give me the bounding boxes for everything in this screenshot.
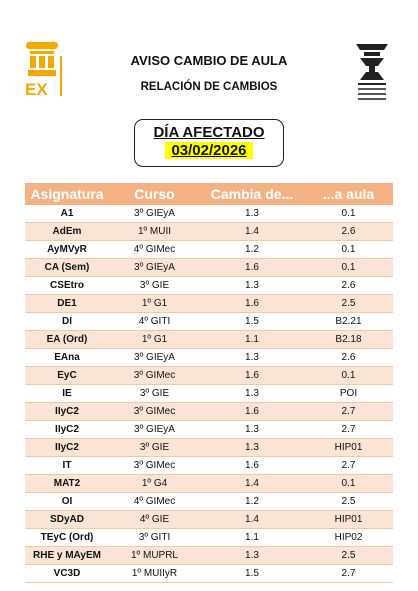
from-room-cell: 1.6 <box>200 367 304 385</box>
header-from-room: Cambia de... <box>200 183 304 205</box>
course-cell: 4º GIMec <box>109 241 200 259</box>
course-cell: 4º GITI <box>109 313 200 331</box>
subject-cell: SDyAD <box>25 511 109 529</box>
to-room-cell: 2.5 <box>304 493 393 511</box>
from-room-cell: 1.3 <box>200 205 304 223</box>
to-room-cell: HIP01 <box>304 511 393 529</box>
subject-cell: DI <box>25 313 109 331</box>
course-cell: 3º GIMec <box>109 367 200 385</box>
table-row <box>25 529 393 547</box>
subject-cell: EAna <box>25 349 109 367</box>
table-row <box>25 493 393 511</box>
to-room-cell: 2.7 <box>304 421 393 439</box>
table-row <box>25 313 393 331</box>
course-cell: 3º GIE <box>109 385 200 403</box>
to-room-cell: 2.6 <box>304 349 393 367</box>
header-to-room: ...a aula <box>304 183 393 205</box>
to-room-cell: 2.6 <box>304 277 393 295</box>
table-row <box>25 241 393 259</box>
to-room-cell: POI <box>304 385 393 403</box>
from-room-cell: 1.4 <box>200 223 304 241</box>
table-row <box>25 367 393 385</box>
to-room-cell: 2.7 <box>304 403 393 421</box>
course-cell: 3º GITI <box>109 529 200 547</box>
course-cell: 3º GIMec <box>109 403 200 421</box>
from-room-cell: 1.2 <box>200 241 304 259</box>
from-room-cell: 1.5 <box>200 565 304 583</box>
course-cell: 3º GIEyA <box>109 421 200 439</box>
room-changes-table <box>25 183 393 583</box>
subject-cell: A1 <box>25 205 109 223</box>
table-row <box>25 205 393 223</box>
from-room-cell: 1.6 <box>200 403 304 421</box>
from-room-cell: 1.3 <box>200 439 304 457</box>
course-cell: 4º GIMec <box>109 493 200 511</box>
course-cell: 4º GIE <box>109 511 200 529</box>
course-cell: 1º G1 <box>109 331 200 349</box>
subject-cell: IIyC2 <box>25 421 109 439</box>
course-cell: 3º GIE <box>109 439 200 457</box>
affected-day-box <box>134 119 284 167</box>
subject-cell: AyMVyR <box>25 241 109 259</box>
from-room-cell: 1.3 <box>200 385 304 403</box>
table-row <box>25 403 393 421</box>
subject-cell: IIyC2 <box>25 403 109 421</box>
table-row <box>25 331 393 349</box>
subject-cell: TEyC (Ord) <box>25 529 109 547</box>
table-row <box>25 547 393 565</box>
from-room-cell: 1.3 <box>200 277 304 295</box>
from-room-cell: 1.6 <box>200 295 304 313</box>
header-subject: Asignatura <box>25 183 109 205</box>
table-row <box>25 223 393 241</box>
from-room-cell: 1.6 <box>200 457 304 475</box>
to-room-cell: 0.1 <box>304 475 393 493</box>
to-room-cell: B2.18 <box>304 331 393 349</box>
to-room-cell: 2.5 <box>304 547 393 565</box>
from-room-cell: 1.4 <box>200 475 304 493</box>
to-room-cell: 0.1 <box>304 259 393 277</box>
to-room-cell: 0.1 <box>304 241 393 259</box>
table-row <box>25 457 393 475</box>
from-room-cell: 1.3 <box>200 349 304 367</box>
to-room-cell: 2.6 <box>304 223 393 241</box>
subject-cell: CSEtro <box>25 277 109 295</box>
from-room-cell: 1.5 <box>200 313 304 331</box>
subject-cell: RHE y MAyEM <box>25 547 109 565</box>
to-room-cell: HIP02 <box>304 529 393 547</box>
subject-cell: VC3D <box>25 565 109 583</box>
table-header-row <box>25 183 393 205</box>
course-cell: 3º GIEyA <box>109 349 200 367</box>
course-cell: 3º GIEyA <box>109 205 200 223</box>
from-room-cell: 1.6 <box>200 259 304 277</box>
subject-cell: IIyC2 <box>25 439 109 457</box>
course-cell: 1º G4 <box>109 475 200 493</box>
subject-cell: OI <box>25 493 109 511</box>
table-row <box>25 475 393 493</box>
course-cell: 1º G1 <box>109 295 200 313</box>
to-room-cell: B2.21 <box>304 313 393 331</box>
affected-day-label: DÍA AFECTADO <box>153 124 265 141</box>
course-cell: 3º GIE <box>109 277 200 295</box>
table-row <box>25 511 393 529</box>
subject-cell: IT <box>25 457 109 475</box>
to-room-cell: 2.7 <box>304 565 393 583</box>
table-row <box>25 421 393 439</box>
table-row <box>25 259 393 277</box>
notice-subtitle: RELACIÓN DE CAMBIOS <box>140 81 278 93</box>
from-room-cell: 1.4 <box>200 511 304 529</box>
from-room-cell: 1.3 <box>200 547 304 565</box>
to-room-cell: 2.5 <box>304 295 393 313</box>
course-cell: 1º MUII <box>109 223 200 241</box>
subject-cell: EyC <box>25 367 109 385</box>
from-room-cell: 1.3 <box>200 421 304 439</box>
to-room-cell: 0.1 <box>304 205 393 223</box>
svg-text:EX: EX <box>25 80 48 99</box>
to-room-cell: 0.1 <box>304 367 393 385</box>
table-row <box>25 277 393 295</box>
table-row <box>25 439 393 457</box>
course-cell: 1º MUIIyR <box>109 565 200 583</box>
table-row <box>25 349 393 367</box>
subject-cell: IE <box>25 385 109 403</box>
notice-title: AVISO CAMBIO DE AULA <box>130 53 288 68</box>
course-cell: 1º MUPRL <box>109 547 200 565</box>
subject-cell: DE1 <box>25 295 109 313</box>
school-crest-logo <box>350 42 394 102</box>
course-cell: 3º GIMec <box>109 457 200 475</box>
table-row <box>25 295 393 313</box>
subject-cell: EA (Ord) <box>25 331 109 349</box>
table-row <box>25 385 393 403</box>
from-room-cell: 1.2 <box>200 493 304 511</box>
subject-cell: AdEm <box>25 223 109 241</box>
table-row <box>25 565 393 583</box>
to-room-cell: HIP01 <box>304 439 393 457</box>
subject-cell: CA (Sem) <box>25 259 109 277</box>
from-room-cell: 1.1 <box>200 529 304 547</box>
subject-cell: MAT2 <box>25 475 109 493</box>
affected-date: 03/02/2026 <box>165 142 252 159</box>
header-course: Curso <box>109 183 200 205</box>
from-room-cell: 1.1 <box>200 331 304 349</box>
to-room-cell: 2.7 <box>304 457 393 475</box>
course-cell: 3º GIEyA <box>109 259 200 277</box>
